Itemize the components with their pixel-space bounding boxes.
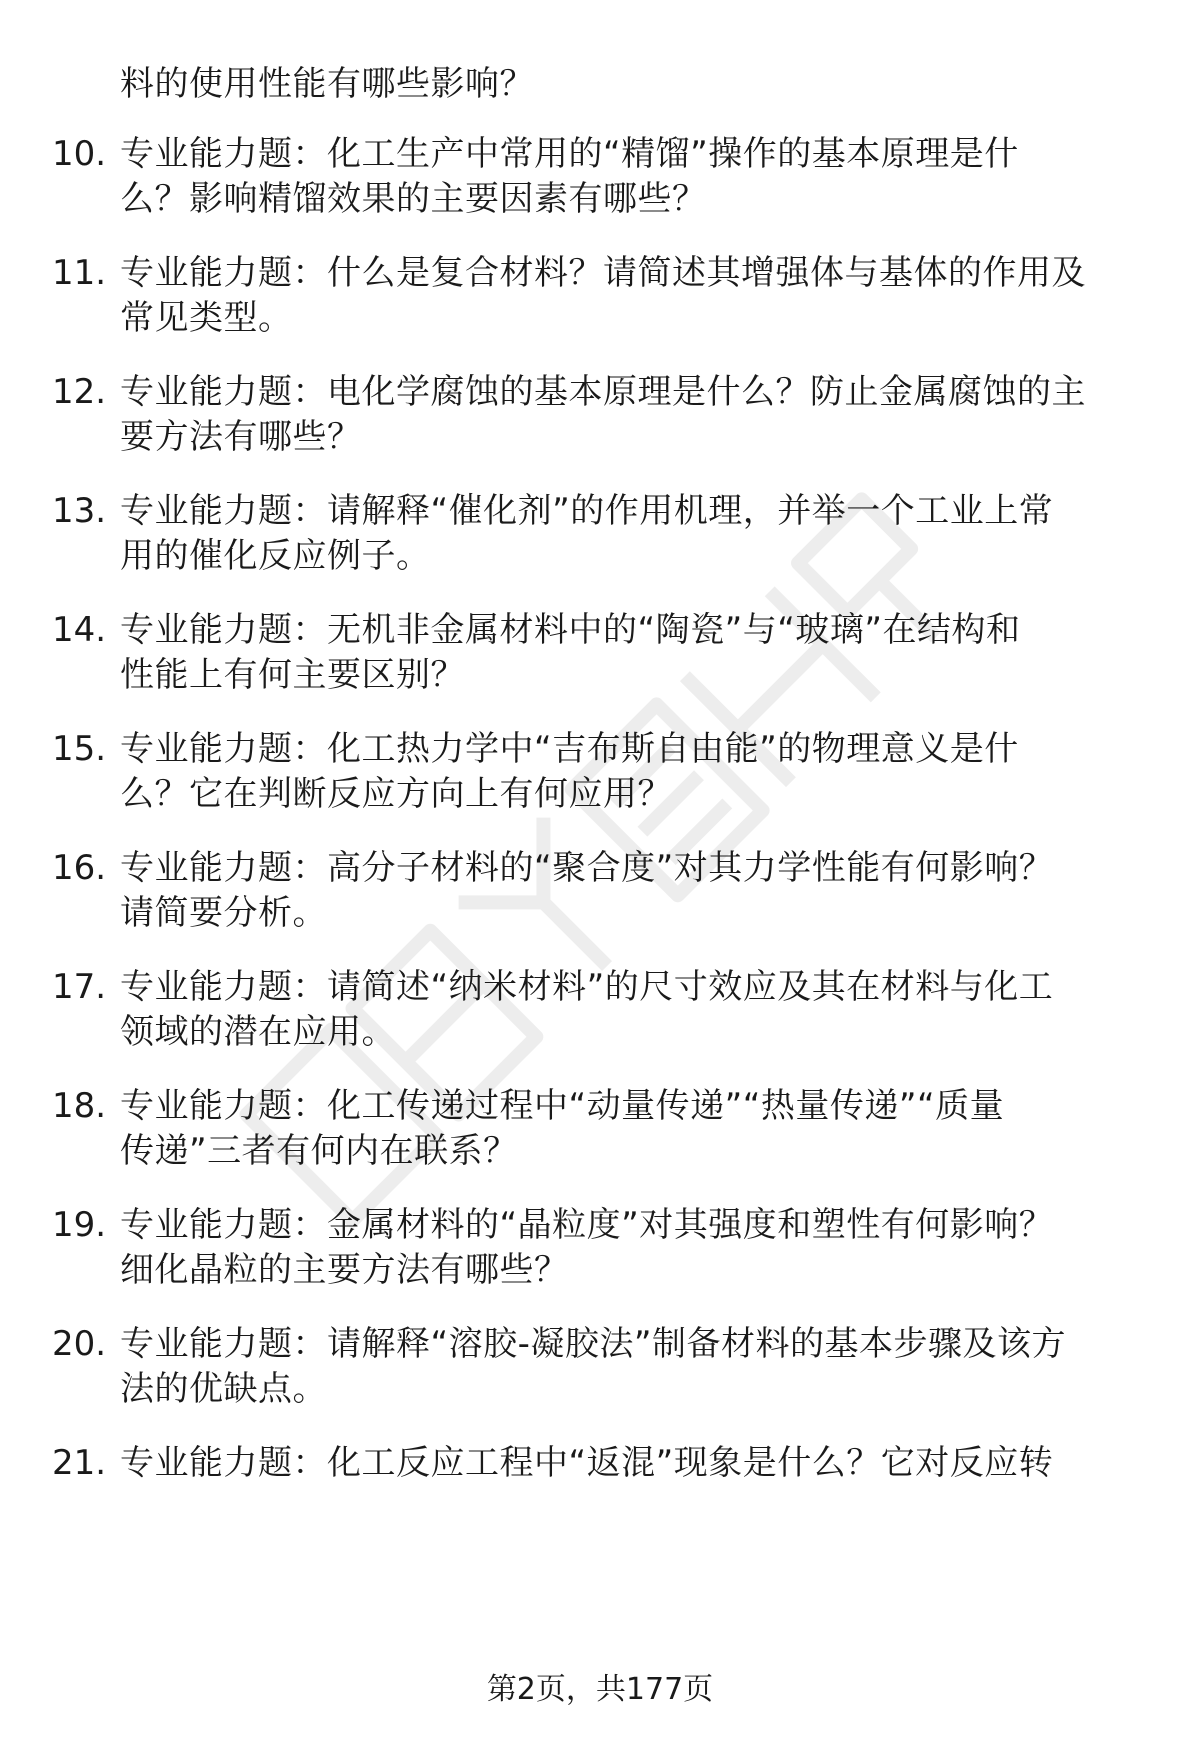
question-text-line1: 专业能力题：化工热力学中“吉布斯自由能”的物理意义是什 [120,729,1019,769]
question-text-line1: 专业能力题：无机非金属材料中的“陶瓷”与“玻璃”在结构和 [120,610,1021,650]
question-number: 14. [52,610,107,650]
question-number: 19. [52,1205,107,1245]
question-text-line1: 专业能力题：高分子材料的“聚合度”对其力学性能有何影响？ [120,848,1054,888]
question-text-line2: 么？影响精馏效果的主要因素有哪些？ [120,179,707,219]
question-number: 16. [52,848,107,888]
continuation-text: 料的使用性能有哪些影响？ [120,64,534,104]
question-text-line1: 专业能力题：请简述“纳米材料”的尺寸效应及其在材料与化工 [120,967,1054,1007]
question-text-line1: 专业能力题：化工生产中常用的“精馏”操作的基本原理是什 [120,134,1019,174]
question-text-line2: 用的催化反应例子。 [120,536,431,576]
question-number: 13. [52,491,107,531]
question-number: 17. [52,967,107,1007]
question-text-line1: 专业能力题：什么是复合材料？请简述其增强体与基体的作用及 [120,253,1086,293]
question-text-line2: 要方法有哪些？ [120,417,362,457]
question-text-line1: 专业能力题：请解释“溶胶-凝胶法”制备材料的基本步骤及该方 [120,1324,1066,1364]
question-text-line1: 专业能力题：电化学腐蚀的基本原理是什么？防止金属腐蚀的主 [120,372,1086,412]
question-text-line1: 专业能力题：化工反应工程中“返混”现象是什么？它对反应转 [120,1443,1054,1483]
question-text-line2: 法的优缺点。 [120,1369,327,1409]
question-text-line2: 细化晶粒的主要方法有哪些？ [120,1250,569,1290]
question-number: 11. [52,253,107,293]
question-number: 15. [52,729,107,769]
question-text-line2: 么？它在判断反应方向上有何应用？ [120,774,672,814]
question-number: 10. [52,134,107,174]
question-number: 18. [52,1086,107,1126]
question-number: 12. [52,372,107,412]
question-text-line1: 专业能力题：金属材料的“晶粒度”对其强度和塑性有何影响？ [120,1205,1054,1245]
page-number-footer: 第2页，共177页 [486,1672,714,1707]
question-number: 20. [52,1324,107,1364]
question-text-line2: 传递”三者有何内在联系？ [120,1131,518,1171]
question-text-line2: 性能上有何主要区别？ [120,655,465,695]
question-text-line2: 领域的潜在应用。 [120,1012,396,1052]
question-text-line1: 专业能力题：请解释“催化剂”的作用机理，并举一个工业上常 [120,491,1054,531]
question-text-line1: 专业能力题：化工传递过程中“动量传递”“热量传递”“质量 [120,1086,1005,1126]
question-text-line2: 常见类型。 [120,298,293,338]
question-number: 21. [52,1443,107,1483]
question-text-line2: 请简要分析。 [120,893,327,933]
